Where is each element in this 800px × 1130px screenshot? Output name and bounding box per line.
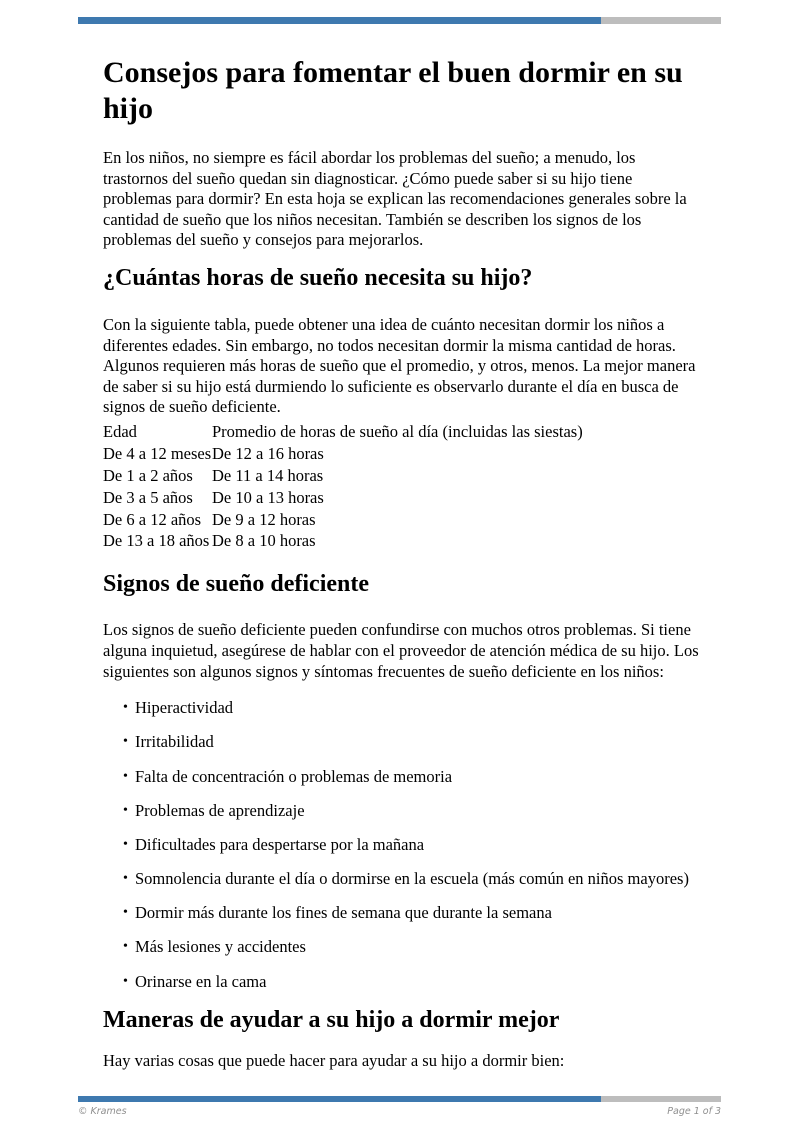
hours-cell: De 8 a 10 horas <box>212 531 316 551</box>
list-item-text: Dificultades para despertarse por la mañana <box>135 834 425 854</box>
signs-list <box>103 697 703 992</box>
document-content <box>103 0 703 1071</box>
page-footer <box>78 1096 721 1117</box>
section-heading-signs: Signos de sueño deficiente <box>103 571 370 598</box>
table-header-row <box>103 421 703 443</box>
bullet-icon: • <box>123 939 128 955</box>
page-number: Page 1 of 3 <box>667 1106 721 1117</box>
footer-text-row <box>78 1106 721 1117</box>
bullet-icon: • <box>123 700 128 716</box>
hours-cell: De 12 a 16 horas <box>212 443 324 463</box>
copyright-text: © Krames <box>78 1106 127 1117</box>
table-row <box>103 509 703 531</box>
hours-paragraph: Con la siguiente tabla, puede obtener una idea de cuánto necesitan dormir los niños a diferentes edades. Sin embargo, no todos necesitan dormir la misma cantidad de horas. Algunos requieren más horas de sueño que el promedio, y otros, menos. La mejor manera de saber si su hijo está durmiendo lo suficiente es observarlo durante el día en busca de signos de sueño deficiente. <box>103 314 696 417</box>
list-item-text: Hiperactividad <box>135 698 234 718</box>
table-row <box>103 443 703 465</box>
bullet-icon: • <box>123 802 128 818</box>
list-item-text: Dormir más durante los fines de semana que durante la semana <box>135 903 552 923</box>
bullet-icon: • <box>123 734 128 750</box>
intro-paragraph: En los niños, no siempre es fácil abordar los problemas del sueño; a menudo, los trastornos del sueño quedan sin diagnosticar. ¿Cómo puede saber si su hijo tiene problemas para dormir? En esta hoja se explican las recomendaciones generales sobre la cantidad de sueño que los niños necesitan. También se describen los signos de los problemas del sueño y consejos para mejorarlos. <box>103 148 687 250</box>
column-header-age: Edad <box>103 421 137 441</box>
table-row <box>103 465 703 487</box>
list-item <box>123 834 703 855</box>
list-item <box>123 800 703 821</box>
list-item <box>123 971 703 992</box>
bullet-icon: • <box>123 768 128 784</box>
sleep-hours-table <box>103 421 703 552</box>
column-header-hours: Promedio de horas de sueño al día (incluidas las siestas) <box>212 421 583 441</box>
age-cell: De 13 a 18 años <box>103 531 210 551</box>
age-cell: De 6 a 12 años <box>103 509 202 529</box>
list-item-text: Irritabilidad <box>135 732 214 752</box>
section-heading-ways: Maneras de ayudar a su hijo a dormir mejor <box>103 1006 560 1033</box>
list-item-text: Somnolencia durante el día o dormirse en la escuela (más común en niños mayores) <box>135 869 689 889</box>
list-item <box>123 936 703 957</box>
list-item <box>123 902 703 923</box>
list-item-text: Más lesiones y accidentes <box>135 937 306 957</box>
hours-cell: De 9 a 12 horas <box>212 509 316 529</box>
bullet-icon: • <box>123 836 128 852</box>
age-cell: De 3 a 5 años <box>103 487 193 507</box>
list-item-text: Falta de concentración o problemas de memoria <box>135 766 453 786</box>
list-item-text: Problemas de aprendizaje <box>135 800 305 820</box>
hours-cell: De 10 a 13 horas <box>212 487 324 507</box>
list-item <box>123 697 703 718</box>
ways-paragraph: Hay varias cosas que puede hacer para ayudar a su hijo a dormir bien: <box>103 1050 565 1070</box>
age-cell: De 1 a 2 años <box>103 465 193 485</box>
table-row <box>103 530 703 552</box>
bullet-icon: • <box>123 973 128 989</box>
table-body <box>103 443 703 553</box>
bullet-icon: • <box>123 905 128 921</box>
list-item-text: Orinarse en la cama <box>135 971 267 991</box>
list-item <box>123 766 703 787</box>
page-title: Consejos para fomentar el buen dormir en su hijo <box>103 56 683 125</box>
signs-paragraph: Los signos de sueño deficiente pueden confundirse con muchos otros problemas. Si tiene alguna inquietud, asegúrese de hablar con el proveedor de atención médica de su hijo. Los siguientes son algunos signos y síntomas frecuentes de sueño deficiente en los niños: <box>103 620 699 681</box>
bullet-icon: • <box>123 871 128 887</box>
footer-accent-bar <box>78 1096 721 1102</box>
list-item <box>123 731 703 752</box>
list-item <box>123 868 703 889</box>
age-cell: De 4 a 12 meses <box>103 443 212 463</box>
section-heading-hours: ¿Cuántas horas de sueño necesita su hijo? <box>103 264 533 291</box>
table-row <box>103 487 703 509</box>
hours-cell: De 11 a 14 horas <box>212 465 324 485</box>
